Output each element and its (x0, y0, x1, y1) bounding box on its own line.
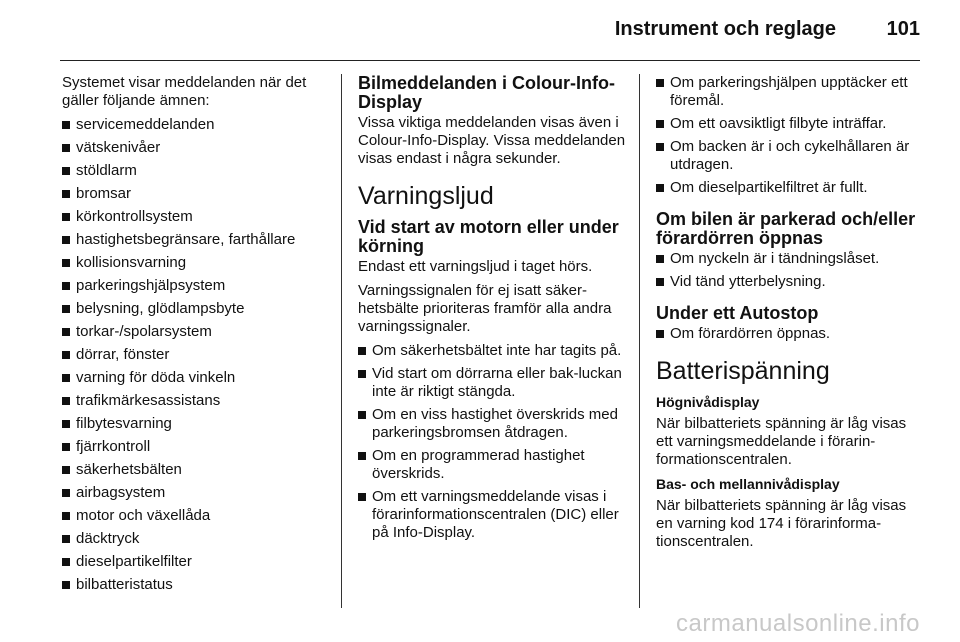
list-item: däcktryck (62, 530, 330, 548)
list-item: Om backen är i och cykelhållaren är utdragen. (656, 138, 924, 174)
page-number: 101 (886, 18, 920, 40)
list-item: Om nyckeln är i tändningslåset. (656, 250, 924, 268)
list-item: dörrar, fönster (62, 346, 330, 364)
list-item: Om en viss hastighet överskrids med parkeringsbromsen åtdragen. (358, 406, 626, 442)
subsection-heading: Bas- och mellannivådisplay (656, 476, 840, 492)
list-item: filbytesvarning (62, 415, 330, 433)
list-item: körkontrollsystem (62, 208, 330, 226)
paragraph: Endast ett varningsljud i taget hörs. (358, 258, 593, 275)
list-item: airbagsystem (62, 484, 330, 502)
list-item: Om ett oavsiktligt filbyte inträffar. (656, 115, 924, 133)
column-3 (656, 74, 924, 557)
list-item: Vid tänd ytterbelysning. (656, 273, 924, 291)
list-item: Om säkerhetsbältet inte har tagits på. (358, 342, 626, 360)
list-item: hastighetsbegränsare, farthållare (62, 231, 330, 249)
intro-paragraph: Systemet visar meddelanden när det gäller följande ämnen: (62, 74, 307, 109)
warning-list (358, 342, 626, 542)
chapter-heading: Varningsljud (358, 182, 494, 210)
list-item: parkeringshjälpsystem (62, 277, 330, 295)
list-item: bromsar (62, 185, 330, 203)
list-item: Vid start om dörrarna eller bak-luckan inte är riktigt stängda. (358, 365, 626, 401)
paragraph: Varningssignalen för ej isatt säker-hetsbälte prioriteras framför alla andra varningssignaler. (358, 282, 612, 335)
section-heading: Under ett Autostop (656, 303, 819, 323)
column-divider (341, 74, 342, 608)
column-divider (639, 74, 640, 608)
list-item: motor och växellåda (62, 507, 330, 525)
paragraph: Vissa viktiga meddelanden visas även i Colour-Info-Display. Vissa meddelanden visas endast i några sekunder. (358, 114, 626, 167)
list-item: fjärrkontroll (62, 438, 330, 456)
list-item: Om ett varningsmeddelande visas i förarinformationscentralen (DIC) eller på Info-Display. (358, 488, 626, 542)
warning-list-continued (656, 74, 924, 197)
list-item: stöldlarm (62, 162, 330, 180)
list-item: Om dieselpartikelfiltret är fullt. (656, 179, 924, 197)
list-item: varning för döda vinkeln (62, 369, 330, 387)
topic-list (62, 116, 330, 594)
page-title: Instrument och reglage (614, 18, 836, 40)
list-item: Om parkeringshjälpen upptäcker ett föremål. (656, 74, 924, 110)
column-2 (358, 74, 626, 547)
list-item: säkerhetsbälten (62, 461, 330, 479)
watermark: carmanualsonline.info (676, 610, 920, 637)
list-item: kollisionsvarning (62, 254, 330, 272)
section-heading: Om bilen är parkerad och/eller förardörren öppnas (656, 209, 916, 248)
column-1 (62, 74, 330, 599)
paragraph: När bilbatteriets spänning är låg visas ett varningsmeddelande i förarin-formationscentralen. (656, 415, 907, 468)
list-item: bilbatteristatus (62, 576, 330, 594)
paragraph: När bilbatteriets spänning är låg visas en varning kod 174 i förarinforma-tionscentralen. (656, 497, 907, 550)
page-header (60, 0, 920, 61)
chapter-heading: Batterispänning (656, 357, 830, 385)
section-heading: Bilmeddelanden i Colour-Info-Display (358, 73, 615, 112)
list-item: servicemeddelanden (62, 116, 330, 134)
list-item: dieselpartikelfilter (62, 553, 330, 571)
list-item: Om en programmerad hastighet överskrids. (358, 447, 626, 483)
list-item: trafikmärkesassistans (62, 392, 330, 410)
list-item: belysning, glödlampsbyte (62, 300, 330, 318)
list-item: torkar-/spolarsystem (62, 323, 330, 341)
list-item: vätskenivåer (62, 139, 330, 157)
parked-list (656, 250, 924, 291)
list-item: Om förardörren öppnas. (656, 325, 924, 343)
autostop-list (656, 325, 924, 343)
subsection-heading: Högnivådisplay (656, 394, 760, 410)
section-heading: Vid start av motorn eller under körning (358, 217, 619, 256)
